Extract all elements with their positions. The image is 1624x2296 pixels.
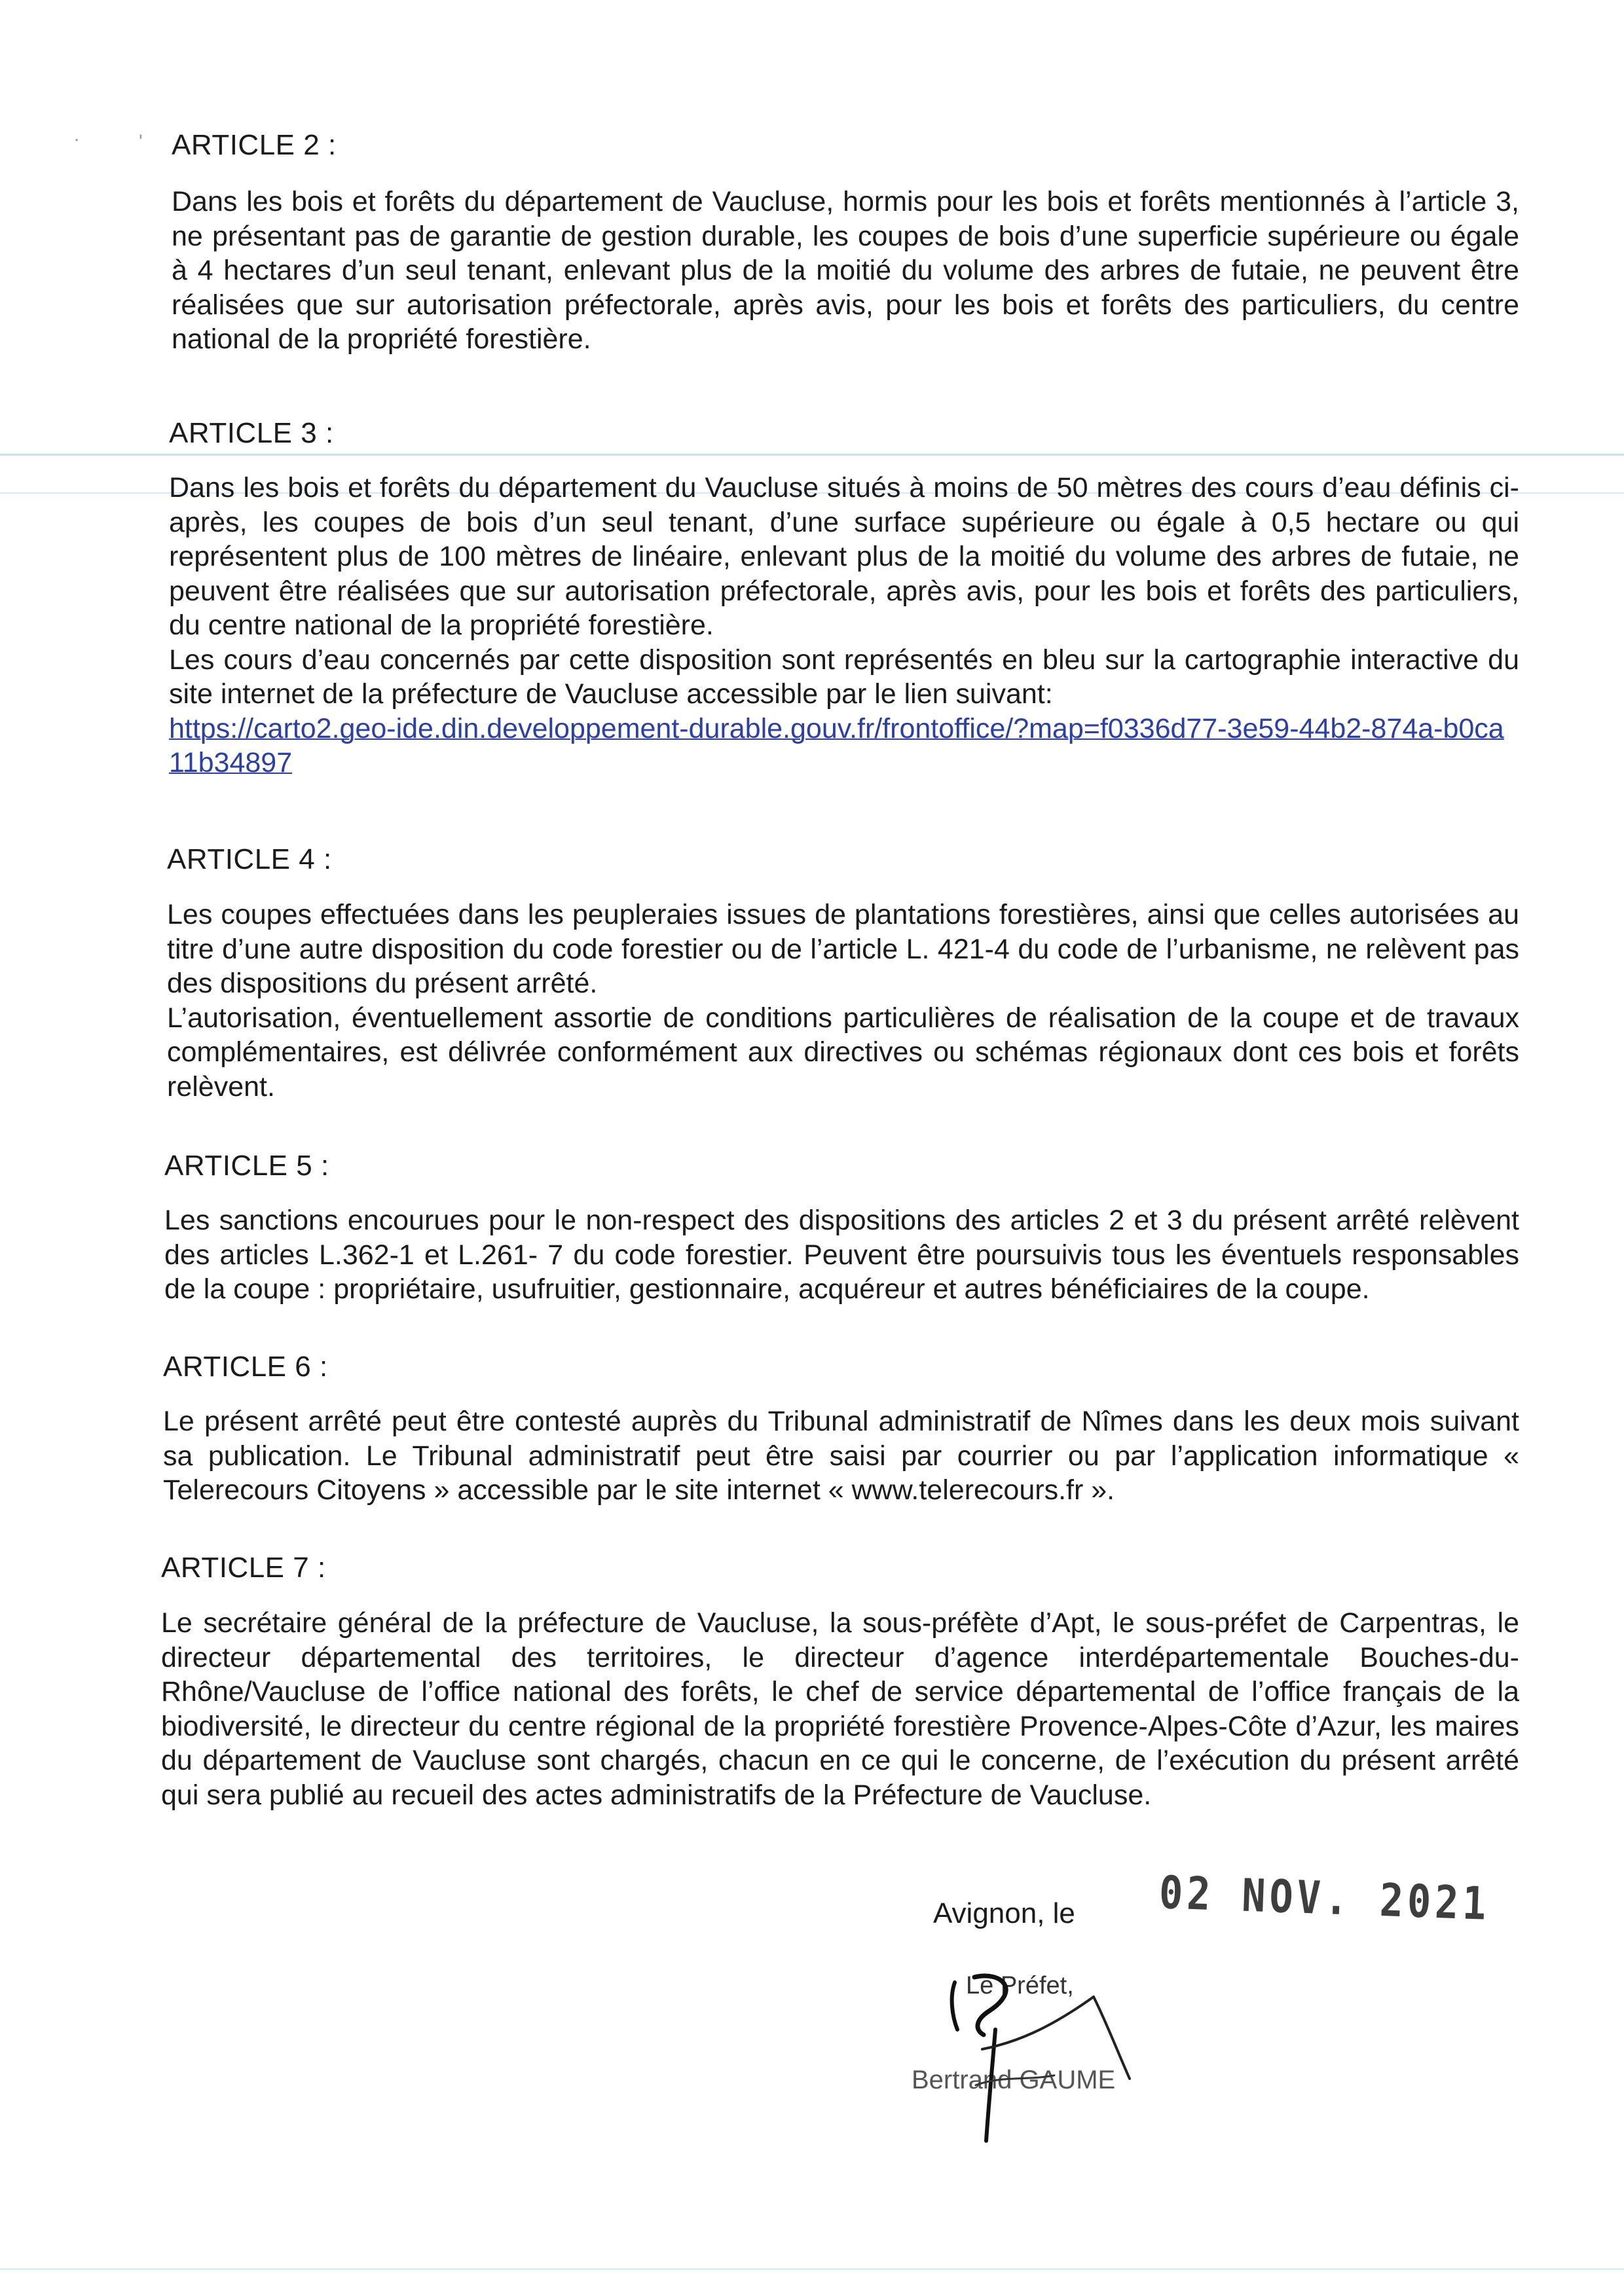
article-3-link-line [169,712,1519,780]
article-6-heading: ARTICLE 6 : [163,1351,328,1383]
signatory-name: Bertrand GAUME [912,2066,1116,2094]
signature-place: Avignon, le [933,1897,1075,1929]
article-2-body [172,185,1519,357]
cartography-link[interactable]: https://carto2.geo-ide.din.developpement-durable.gouv.fr/frontoffice/?map=f0336d77-3e59-44b2-874a-b0ca11b34897 [169,712,1504,778]
scan-artifact-line [0,2269,1624,2270]
scan-artifact-line [0,454,1624,456]
article-5-body [164,1203,1519,1307]
article-5-paragraph: Les sanctions encourues pour le non-respect des dispositions des articles 2 et 3 du présent arrêté relèvent des articles L.362-1 et L.261- 7 du code forestier. Peuvent être poursuivis tous les éventuels responsables de la coupe : propriétaire, usufruitier, gestionnaire, acquéreur et autres bénéficiaires de la coupe. [164,1205,1519,1305]
article-4-heading: ARTICLE 4 : [167,843,332,875]
article-6-body [163,1404,1519,1508]
article-3-paragraph: Les cours d’eau concernés par cette disposition sont représentés en bleu sur la cartographie interactive du site internet de la préfecture de Vaucluse accessible par le lien suivant: [169,644,1519,710]
article-5-heading: ARTICLE 5 : [164,1150,329,1182]
article-7-paragraph: Le secrétaire général de la préfecture de Vaucluse, la sous-préfète d’Apt, le sous-préfet de Carpentras, le directeur départemental des territoires, le directeur d’agence interdépartementale Bouches-du-Rhône/Vaucluse de l’office national des forêts, le chef de service départemental de l’office français de la biodiversité, le directeur du centre régional de la propriété forestière Provence-Alpes-Côte d’Azur, les maires du département de Vaucluse sont chargés, chacun en ce qui le concerne, de l’exécution du présent arrêté qui sera publié au recueil des actes administratifs de la Préfecture de Vaucluse. [161,1607,1519,1811]
article-3-heading: ARTICLE 3 : [169,417,334,449]
margin-mark: ' [139,131,143,153]
signature-block [897,1951,1172,2147]
article-7-heading: ARTICLE 7 : [161,1552,326,1584]
article-4-paragraph: L’autorisation, éventuellement assortie de conditions particulières de réalisation de la coupe et de travaux complémentaires, est délivrée conformément aux directives ou schémas régionaux dont ces bois et forêts relèvent. [167,1002,1519,1102]
article-7-body [161,1606,1519,1812]
margin-mark: · [73,128,80,150]
article-3-body [169,471,1519,780]
article-4-paragraph: Les coupes effectuées dans les peupleraies issues de plantations forestières, ainsi que celles autorisées au titre d’une autre disposition du code forestier ou de l’article L. 421-4 du code de l’urbanisme, ne relèvent pas des dispositions du présent arrêté. [167,899,1519,999]
signatory-title: Le Préfet, [966,1972,1074,1999]
date-stamp: 02 NOV. 2021 [1158,1866,1491,1931]
article-4-body [167,898,1519,1104]
article-6-paragraph: Le présent arrêté peut être contesté auprès du Tribunal administratif de Nîmes dans les deux mois suivant sa publication. Le Tribunal administratif peut être saisi par courrier ou par l’application informatique « Telerecours Citoyens » accessible par le site internet « www.telerecours.fr ». [163,1406,1519,1506]
article-3-paragraph: Dans les bois et forêts du département du Vaucluse situés à moins de 50 mètres des cours d’eau définis ci-après, les coupes de bois d’un seul tenant, d’une surface supérieure ou égale à 0,5 hectare ou qui représentent plus de 100 mètres de linéaire, enlevant plus de la moitié du volume des arbres de futaie, ne peuvent être réalisées que sur autorisation préfectorale, après avis, pour les bois et forêts des particuliers, du centre national de la propriété forestière. [169,472,1519,641]
handwritten-signature [897,1951,1172,2147]
article-2-paragraph: Dans les bois et forêts du département de Vaucluse, hormis pour les bois et forêts mentionnés à l’article 3, ne présentant pas de garantie de gestion durable, les coupes de bois d’une superficie supérieure ou égale à 4 hectares d’un seul tenant, enlevant plus de la moitié du volume des arbres de futaie, ne peuvent être réalisées que sur autorisation préfectorale, après avis, pour les bois et forêts des particuliers, du centre national de la propriété forestière. [172,186,1519,355]
article-2-heading: ARTICLE 2 : [172,129,337,161]
